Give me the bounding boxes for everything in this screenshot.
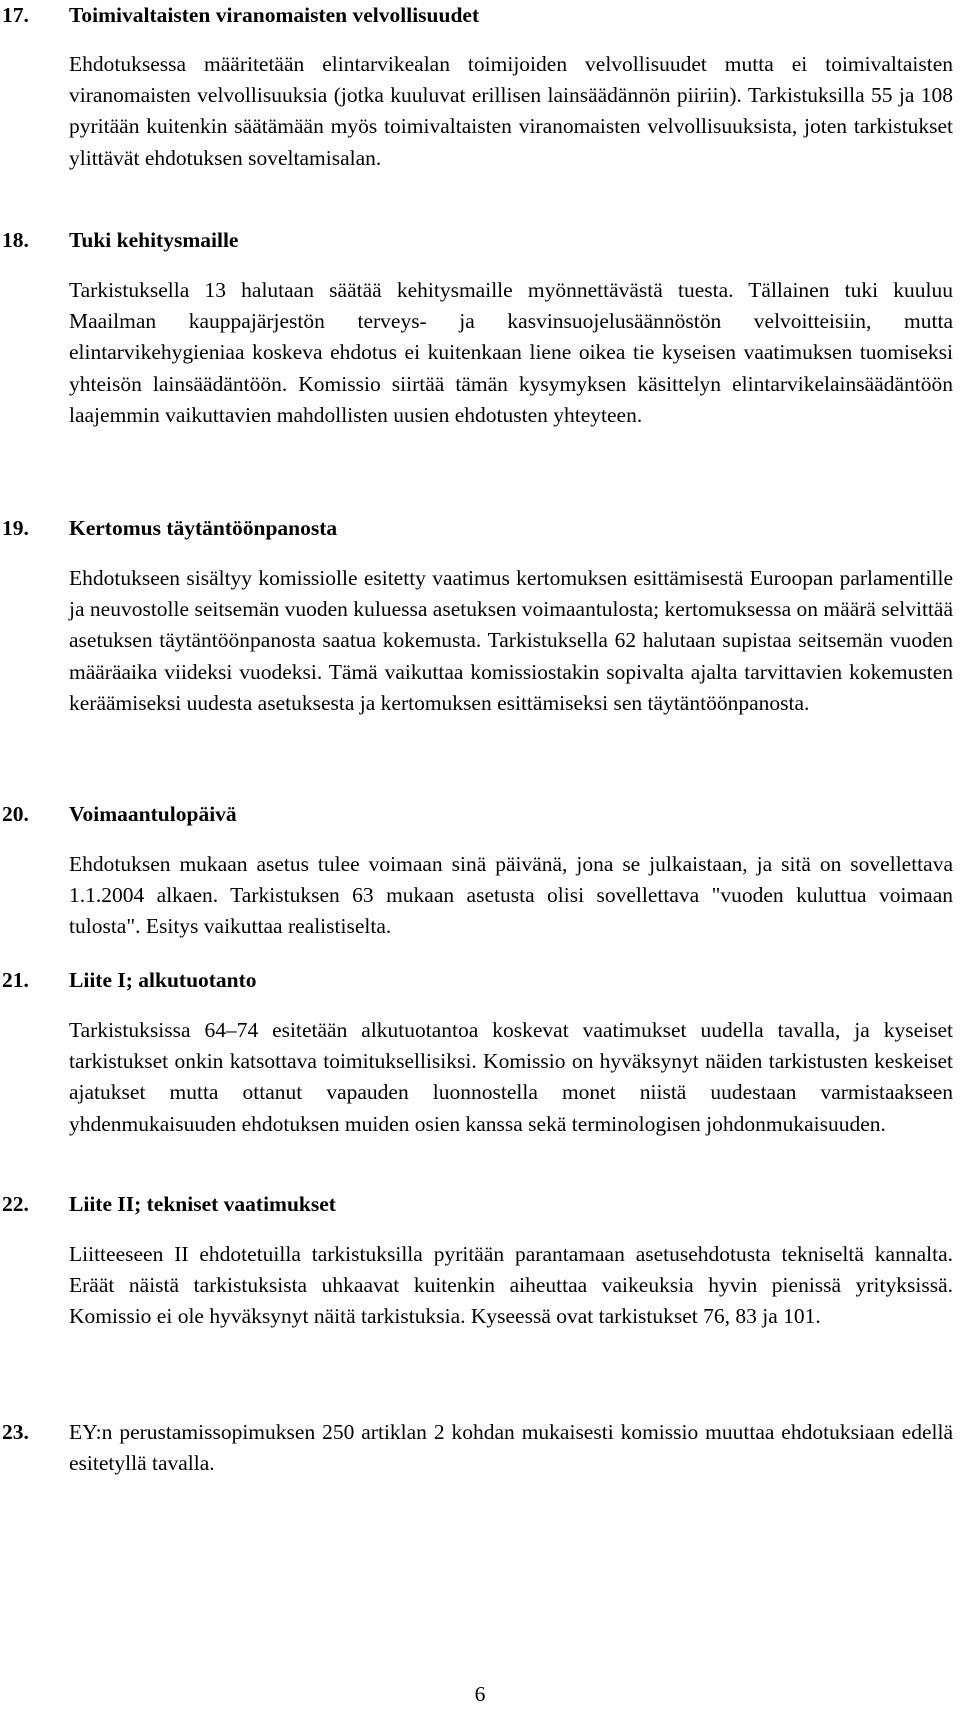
section-title: Liite I; alkutuotanto — [69, 968, 257, 992]
section-heading — [0, 965, 960, 999]
section-23 — [0, 1417, 960, 1476]
section-paragraph: Ehdotuksen mukaan asetus tulee voimaan sinä päivänä, jona se julkaistaan, ja sitä on sovellettava 1.1.2004 alkaen. Tarkistuksen 63 mukaan asetusta olisi sovellettava "vuoden kuluttua voimaan tulosta". Esitys vaikuttaa realistiselta. — [69, 852, 953, 939]
section-heading — [0, 1189, 960, 1223]
section-22 — [0, 1189, 960, 1329]
section-number: 22. — [2, 1192, 29, 1216]
section-20 — [0, 799, 960, 939]
section-paragraph: Ehdotukseen sisältyy komissiolle esitetty vaatimus kertomuksen esittämisestä Euroopan parlamentille ja neuvostolle seitsemän vuoden kuluessa asetuksen voimaantulosta; kertomuksessa on määrä selvittää asetuksen täytäntöönpanosta saatua kokemusta. Tarkistuksella 62 halutaan supistaa seitsemän vuoden määräaika viideksi vuodeksi. Tämä vaikuttaa komissiostakin sopivalta ajalta tarvittavien kokemusten keräämiseksi uudesta asetuksesta ja kertomuksen esittämiseksi sen täytäntöönpanosta. — [69, 566, 953, 715]
section-number: 18. — [2, 228, 29, 252]
section-title: Voimaantulopäivä — [69, 802, 237, 826]
section-number: 23. — [2, 1420, 29, 1444]
section-number: 17. — [2, 3, 29, 27]
section-paragraph: EY:n perustamissopimuksen 250 artiklan 2 kohdan mukaisesti komissio muuttaa ehdotuksiaan edellä esitetyllä tavalla. — [69, 1420, 953, 1476]
section-18 — [0, 225, 960, 427]
section-number: 21. — [2, 968, 29, 992]
section-heading — [0, 513, 960, 547]
section-title: Toimivaltaisten viranomaisten velvollisuudet — [69, 3, 480, 27]
section-title: Kertomus täytäntöönpanosta — [69, 516, 338, 540]
section-title: Tuki kehitysmaille — [69, 228, 239, 252]
section-19 — [0, 513, 960, 715]
section-number: 19. — [2, 516, 29, 540]
page-number: 6 — [474, 1682, 486, 1706]
section-17 — [0, 0, 960, 170]
section-number: 20. — [2, 802, 29, 826]
section-paragraph: Liitteeseen II ehdotetuilla tarkistuksilla pyritään parantamaan asetusehdotusta tekniseltä kannalta. Eräät näistä tarkistuksista uhkaavat kuitenkin aiheuttaa vaikeuksia hyvin pienissä yrityksissä. Komissio ei ole hyväksynyt näitä tarkistuksia. Kyseessä ovat tarkistukset 76, 83 ja 101. — [69, 1242, 953, 1329]
section-heading — [0, 225, 960, 259]
section-paragraph: Tarkistuksissa 64–74 esitetään alkutuotantoa koskevat vaatimukset uudella tavalla, ja kyseiset tarkistukset onkin katsottava toimituksellisiksi. Komissio on hyväksynyt näiden tarkistusten keskeiset ajatukset mutta ottanut vapauden luonnostella monet niistä uudestaan varmistaakseen yhdenmukaisuuden ehdotuksen muiden osien kanssa sekä terminologisen johdonmukaisuuden. — [69, 1018, 953, 1136]
section-title: Liite II; tekniset vaatimukset — [69, 1192, 336, 1216]
section-21 — [0, 965, 960, 1136]
section-paragraph: Ehdotuksessa määritetään elintarvikealan toimijoiden velvollisuudet mutta ei toimivaltaisten viranomaisten velvollisuuksia (jotka kuuluvat erillisen lainsäädännön piiriin). Tarkistuksilla 55 ja 108 pyritään kuitenkin säätämään myös toimivaltaisten viranomaisten velvollisuuksista, joten tarkistukset ylittävät ehdotuksen soveltamisalan. — [69, 52, 953, 170]
section-paragraph: Tarkistuksella 13 halutaan säätää kehitysmaille myönnettävästä tuesta. Tällainen tuki kuuluu Maailman kauppajärjestön terveys- ja kasvinsuojelusäännöstön velvoitteisiin, mutta elintarvikehygieniaa koskeva ehdotus ei kuitenkaan liene oikea tie kyseisen vaatimuksen tuomiseksi yhteisön lainsäädäntöön. Komissio siirtää tämän kysymyksen käsittelyn elintarvikelainsäädäntöön laajemmin vaikuttavien mahdollisten uusien ehdotusten yhteyteen. — [69, 278, 953, 427]
section-heading — [0, 799, 960, 833]
section-heading — [0, 0, 960, 34]
